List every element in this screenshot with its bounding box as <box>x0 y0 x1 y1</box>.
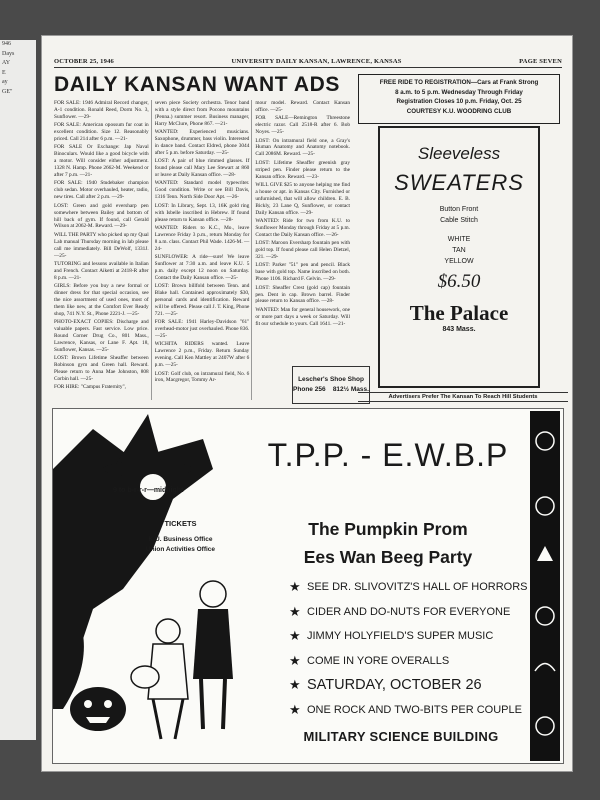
event-subtitle <box>258 515 518 571</box>
event-time: 9 to b-r-r-r—midnight <box>113 487 184 494</box>
event-location: MILITARY SCIENCE BUILDING <box>303 729 499 744</box>
classified-ad: GIRLS: Before you buy a new formal or dinner dress for that special occasion, see the nice assortment of used ones, most of them like new, at the Comfort Ever Ready shop, 741 N.Y. St., Phone 2221-J. —25- <box>54 283 149 317</box>
classified-ad: WILL THE PARTY who picked up my Qual Lab manual Thursday morning in lab please call me immediately. Bill DeWolf, 1331J. —25- <box>54 231 149 259</box>
prev-page-fragment: Days <box>2 50 15 57</box>
classified-ad: LOST: On intramural field one, a Gray's Human Anatomy and Anatomy notebook. Call 2086M. Reward. —25- <box>255 137 351 158</box>
event-feature-text: CIDER AND DO-NUTS FOR EVERYONE <box>307 605 511 618</box>
prev-page-fragment: ay <box>2 79 8 86</box>
lescher-name: Lescher's Shoe Shop <box>298 376 364 383</box>
page-number: PAGE SEVEN <box>519 58 562 65</box>
want-ads-columns <box>54 100 352 400</box>
classified-ad: FOR SALE: 1940 Studebaker champion club sedan. Motor overhauled, heater, radio, new tires. Call after 2 p.m. —29- <box>54 180 149 201</box>
event-feature-text: COME IN YORE OVERALLS <box>307 654 450 667</box>
classified-ad: LOST: Brown Lifetime Sheaffer between Robinson gym and Green hall. Reward. Please return to Anna Mae Johnston, 808 Corbin hall. —25- <box>54 355 149 382</box>
event-headline: T.P.P. - E.W.B.P <box>267 437 509 473</box>
tickets-label: TICKETS <box>164 519 197 528</box>
event-feature-text: JIMMY HOLYFIELD'S SUPER MUSIC <box>307 630 494 642</box>
event-feature <box>289 600 559 625</box>
ride-line-1: FREE RIDE TO REGISTRATION—Cars at Frank Strong <box>379 79 539 86</box>
classified-ad: PHOTO-EXACT COPIES: Discharge and valuable papers. Fast service. Low price. Round Corner Drug Co., 801 Mass., Lawrence, Kansas, or Lane F. Apt. 18, Sunflower, Kansas. —25- <box>54 319 149 353</box>
ride-line-2: 8 a.m. to 5 p.m. Wednesday Through Friday <box>395 88 523 96</box>
event-feature <box>289 649 559 674</box>
event-feature-text: ONE ROCK AND TWO-BITS PER COUPLE <box>307 703 522 716</box>
classified-ad: mour model. Reward. Contact Kansan office. —25- <box>255 100 351 113</box>
halloween-border-strip <box>530 411 560 761</box>
free-ride-ad <box>358 74 560 124</box>
sweater-line-3: Button Front <box>439 206 479 213</box>
classified-ad: FOR SALE: 1941 Harley-Davidson "61" overhead-motor just overhauled. Phone 836. —25- <box>154 319 250 339</box>
running-head <box>54 58 562 68</box>
classified-ad: LOST: Sheaffer Crest (gold cap) fountain pen. Dent in cap. Brown barrel. Finder please return to Kansan office. —28- <box>255 284 351 305</box>
paper-name: UNIVERSITY DAILY KANSAN, LAWRENCE, KANSAS <box>231 58 402 65</box>
star-icon: ★ <box>289 701 301 717</box>
ads-column-2 <box>155 100 253 400</box>
lescher-phone: Phone 256 <box>293 386 326 393</box>
classified-ad: LOST: In Library, Sept. 13, 16K gold ring with Isbelle inscribed in Hebrew. If found please return to Kansan office. —28- <box>154 202 250 223</box>
classified-ad: FOR HIRE: "Campus Fraternity", <box>54 384 127 391</box>
classified-ad: WANTED: Riders to K.C., Mo., leave Lawrence Friday 3 p.m., return Monday for 8 a.m. class. Contact Phil Wade. 1426-M. —24- <box>154 224 250 252</box>
want-ads-title: DAILY KANSAN WANT ADS <box>54 73 341 96</box>
sweater-color-2: TAN <box>452 247 466 254</box>
lescher-address: 812½ Mass. <box>332 386 369 393</box>
event-feature-text: SATURDAY, OCTOBER 26 <box>307 677 482 693</box>
classified-ad: LOST: Maroon Eversharp fountain pen with gold top. If found please call Helen Dietzel, 321. —29- <box>255 240 351 261</box>
classified-ad: FOR SALE: 1946 Admiral Record changer, A-1 condition. Ronald Reed, Dorm No. 3, Sunflower. —29- <box>54 100 149 120</box>
pumpkin-prom-ad <box>52 408 564 764</box>
sweater-color-3: YELLOW <box>444 258 474 265</box>
store-name: The Palace <box>409 301 509 325</box>
sweater-line-1: Sleeveless <box>417 144 501 163</box>
classified-ad: WANTED: Man for general housework, one or more part days a week or Saturday. Will fit our schedule to yours. Call 1641. —21- <box>255 306 351 327</box>
newspaper-page <box>42 36 572 771</box>
prev-page-fragment: AY <box>2 60 11 67</box>
prev-page-fragment: GE" <box>2 88 13 95</box>
classified-ad: WICHITA RIDERS wanted. Leave Lawrence 2 p.m., Friday. Return Sunday evening. Call Ken Mattley at 2407W after 6 p.m. —25- <box>154 341 250 369</box>
event-feature-text: SEE DR. SLIVOVITZ'S HALL OF HORRORS <box>307 581 528 593</box>
prev-page-fragment: E <box>2 69 6 76</box>
event-feature <box>289 575 559 600</box>
sweater-price: $6.50 <box>437 271 481 292</box>
sweater-line-4: Cable Stitch <box>440 217 478 224</box>
advertisers-line: Advertisers Prefer The Kansan To Reach Hill Students <box>358 392 568 402</box>
event-subtitle-2: Ees Wan Beeg Party <box>303 547 473 567</box>
classified-ad: LOST: Brown billfold between Tenn. and Blake hall. Contained approximately $30, personal cards and identification. Reward will be offered. Please call J. T. King, Phone 721. —25- <box>154 283 250 317</box>
star-icon: ★ <box>289 579 301 594</box>
event-feature <box>289 673 559 698</box>
event-subtitle-1: The Pumpkin Prom <box>308 519 468 539</box>
classified-ad: WANTED: Ride for two from K.U. to Sunflower Monday through Friday at 5 p.m. Contact the Daily Kansan office. —26- <box>255 218 351 238</box>
store-address: 843 Mass. <box>442 326 476 333</box>
ticket-outlet-2: Union Activities Office <box>145 546 216 553</box>
ads-column-1 <box>54 100 152 400</box>
star-icon: ★ <box>289 677 301 692</box>
tickets-info <box>113 519 248 555</box>
issue-date: OCTOBER 25, 1946 <box>54 58 114 65</box>
classified-ad: FOR SALE—Remington Threestone electric razor. Call 2518-R after 6. Bob Noyes. —25- <box>255 115 351 136</box>
classified-ad: FOR SALE Or Exchange: Jap Naval Binoculars. Would like a good bicycle with a motor. Will consider either adjustment. 1328 N. Hamp. Phone 2662-M. Weekend or after 7 p.m. —21- <box>54 144 149 179</box>
classified-ad: LOST: Lifetime Sheaffer greenish gray striped pen. Finder please return to the Kansan office. Reward. —23- <box>255 159 351 180</box>
classified-ad: WANTED: Standard model typewriter. Good condition. Write or see Bill Davis, 1316 Tenn. North Side Door Apt. —26- <box>154 180 250 201</box>
classified-ad: FOR SALE: American opossum fur coat in excellent condition. Size 12. Reasonably priced. Call 214 after 6 p.m. —21- <box>54 122 149 143</box>
classified-ad: LOST: Green and gold eversharp pen somewhere between Bailey and bottom of hill back of gym. If found, call Gerald Wilson at 2062-M. Reward. —29- <box>54 202 149 230</box>
classified-ad: LOST: A pair of blue rimmed glasses. If found please call Mary Lee Stewart at 860 or leave at Daily Kansan office. —28- <box>154 158 250 179</box>
star-icon: ★ <box>289 603 301 619</box>
star-icon: ★ <box>289 652 301 668</box>
previous-page-edge <box>0 40 36 740</box>
prev-page-fragment: 946 <box>2 41 11 47</box>
star-icon: ★ <box>289 628 301 643</box>
classified-ad: LOST: Parker "51" pen and pencil. Black base with gold top. Name inscribed on both. Phone 1106. Richard F. Gelvin. —29- <box>255 262 351 283</box>
classified-ad: seven piece Society orchestra. Tenor band with a style direct from Pocono mountains (Penna.) summer resort. Business manager, Harry McClure, Phone 867. —21- <box>154 100 250 127</box>
classified-ad: WANTED: Experienced musicians. Saxophone, drummer, bass violin. Interested in dance band. Contact Eldred, phone 3044 after 5 p.m. before Saturday. —25- <box>154 129 250 156</box>
sweater-color-1: WHITE <box>447 236 471 243</box>
witch-and-children-illustration <box>53 409 249 763</box>
event-feature <box>289 698 559 723</box>
ride-line-3: Registration Closes 10 p.m. Friday, Oct. 25 <box>396 98 522 105</box>
event-feature <box>289 624 559 649</box>
classified-ad: SUNFLOWER: A ride—sure! We leave Sunflower at 7:30 a.m. and leave K.U. 5 p.m. daily except 12 noon on Saturday. Contact the Daily Kansan office. —25- <box>154 254 250 281</box>
ads-column-3 <box>255 100 352 400</box>
event-features-list <box>289 575 559 722</box>
classified-ad: LOST: Golf club, on intramural field, No. 6 iron, Macgregor, Tommy Ar- <box>154 370 250 384</box>
ticket-outlet-1: K.U. Business Office <box>148 536 213 543</box>
sweater-ad <box>378 126 540 388</box>
sweater-line-2: SWEATERS <box>394 170 524 195</box>
classified-ad: TUTORING and lessons available in Italian and French. Contact Aiketti at 2418-R after 8 p.m. —21- <box>54 260 149 281</box>
ride-line-4: COURTESY K.U. WOODRING CLUB <box>406 107 512 115</box>
classified-ad: WILL GIVE $25 to anyone helping me find a house or apt. in Kansas City. Furnished or unfurnished, that will allow children. E. B. Bickly, 23 Lane Q, Sunflower, or contact Daily Kansan office. —29- <box>255 181 351 216</box>
